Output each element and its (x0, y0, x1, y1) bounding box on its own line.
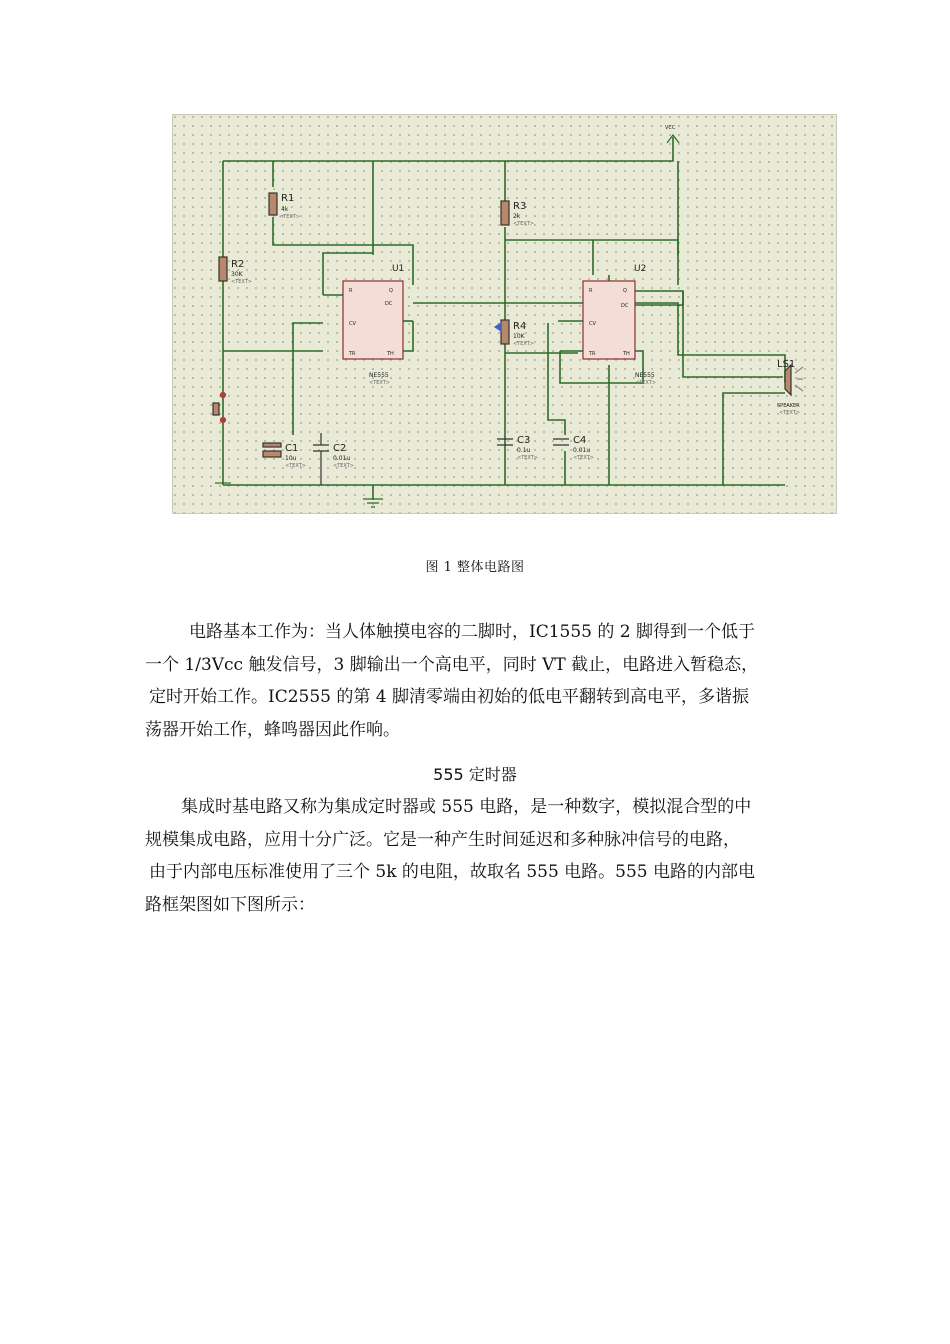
text-line: 一个 1/3Vcc 触发信号，3 脚输出一个高电平，同时 VT 截止，电路进入暂稳态， (145, 654, 759, 675)
figure-caption: 图 1 整体电路图 (425, 560, 525, 575)
text-tag: <TEXT> (513, 341, 534, 347)
label-r3: R3 (513, 201, 527, 212)
pin-dc-u1: DC (385, 301, 393, 307)
text-tag: <TEXT> (285, 463, 306, 469)
paragraph-555-intro (145, 791, 815, 921)
chip-name-u2: NE555 (635, 372, 655, 379)
touch-switch (213, 403, 219, 415)
text-line: 路框架图如下图所示： (145, 894, 315, 915)
text-tag: <TEXT> (231, 279, 252, 285)
text-tag: <TEXT> (333, 463, 354, 469)
resistor-r1 (269, 193, 277, 215)
text-tag: <TEXT> (513, 221, 534, 227)
text-line: 规模集成电路，应用十分广泛。它是一种产生时间延迟和多种脉冲信号的电路， (145, 829, 740, 850)
pin-dc-u2: DC (621, 303, 629, 309)
pin-tr-u2: TR (589, 351, 596, 357)
value-c2: 0.01u (333, 455, 351, 462)
value-ls1: SPEAKER (777, 403, 800, 409)
resistor-r2 (219, 257, 227, 281)
value-c1: 10u (285, 455, 297, 462)
label-c3: C3 (517, 435, 531, 446)
capacitor-c1 (263, 443, 281, 447)
pin-tr-u1: TR (349, 351, 356, 357)
label-c4: C4 (573, 435, 587, 446)
value-r3: 2k (513, 213, 521, 220)
label-r1: R1 (281, 193, 295, 204)
text-tag: <TEXT> (635, 380, 656, 386)
text-line: 由于内部电压标准使用了三个 5k 的电阻，故取名 555 电路。555 电路的内部电 (149, 862, 756, 882)
text-line: 集成时基电路又称为集成定时器或 555 电路，是一种数字，模拟混合型的中 (181, 797, 752, 817)
resistor-r3 (501, 201, 509, 225)
label-r4: R4 (513, 321, 527, 332)
pin-q-u2: Q (623, 288, 627, 294)
label-r2: R2 (231, 259, 245, 270)
paragraph-circuit-operation (145, 616, 815, 746)
text-line: 电路基本工作为：当人体触摸电容的二脚时，IC1555 的 2 脚得到一个低于 (189, 622, 756, 642)
text-line: 定时开始工作。IC2555 的第 4 脚清零端由初始的低电平翻转到高电平，多谐振 (149, 687, 750, 707)
value-c3: 0.1u (517, 447, 531, 454)
label-vcc: VCC (665, 125, 676, 131)
pin-cv-u1: CV (349, 321, 356, 327)
label-u2: U2 (634, 264, 647, 274)
label-u1: U1 (392, 264, 405, 274)
pin-r-u2: R (589, 288, 593, 294)
chip-name-u1: NE555 (369, 372, 389, 379)
text-line: 荡器开始工作，蜂鸣器因此作响。 (145, 719, 400, 740)
pin-r-u1: R (349, 288, 353, 294)
pin-th-u2: TH (623, 351, 630, 357)
value-r4: 10K (513, 333, 525, 340)
circuit-schematic (172, 114, 837, 514)
text-tag: <TEXT> (517, 455, 538, 461)
value-r2: 30K (231, 271, 243, 278)
value-c4: 0.01u (573, 447, 591, 454)
value-r1: 4k (281, 206, 289, 213)
pin-cv-u2: CV (589, 321, 596, 327)
resistor-r4 (501, 320, 509, 344)
section-heading: 555 定时器 (433, 765, 517, 784)
label-c2: C2 (333, 443, 347, 454)
text-tag: <TEXT> (279, 214, 300, 220)
pin-q-u1: Q (389, 288, 393, 294)
schematic-drawing (173, 115, 837, 514)
label-c1: C1 (285, 443, 299, 454)
text-tag: <TEXT> (573, 455, 594, 461)
text-tag: <TEXT> (779, 410, 800, 416)
pin-th-u1: TH (387, 351, 394, 357)
text-tag: <TEXT> (369, 380, 390, 386)
label-ls1: LS1 (777, 359, 796, 370)
